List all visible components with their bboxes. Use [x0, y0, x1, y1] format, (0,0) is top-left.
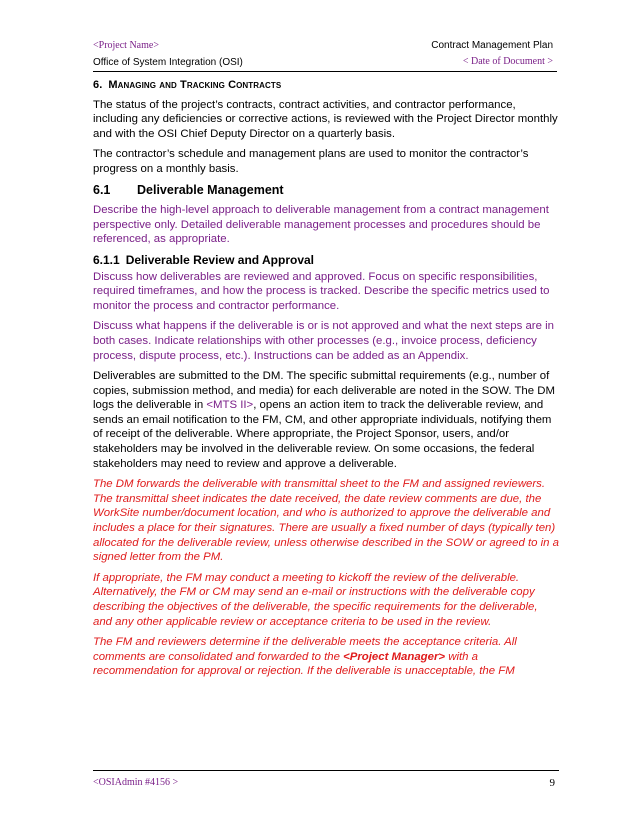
section-6-1-title: Deliverable Management	[137, 182, 284, 197]
body-text-part-1: Deliverables are submitted to the DM. The specific submittal requirements (e.g., number of copies, submission method, and media) for each deliverable are noted in the SOW. The DM logs the deliverable in	[93, 370, 555, 412]
section-6-heading	[93, 78, 559, 93]
section-6-number: 6.	[93, 79, 103, 91]
section-6-1-1-guidance-1: Discuss how deliverables are reviewed and approved. Focus on specific responsibilities, required timeframes, and how the process is tracked. Describe the specific metrics used to monitor the process and contractor performance.	[93, 270, 550, 312]
section-6-paragraph-1: The status of the project’s contracts, contract activities, and contractor performance, including any deficiencies or corrective actions, is reviewed with the Project Director monthly and with the OSI Chief Deputy Director on a quarterly basis.	[93, 98, 558, 140]
body-text-part-2: , opens an action item to track the deliverable review, and sends an email notification to the FM, CM, and other appropriate individuals, notifying them of receipt of the deliverable. Where appropriate, the Project Sponsor, users, and/or stakeholders may be involved in the deliverable review. On some occasions, the federal stakeholders may need to review and approve a deliverable.	[93, 399, 552, 470]
section-6-1-1-heading	[93, 253, 559, 268]
project-manager-placeholder: <Project Manager>	[343, 650, 446, 663]
page-footer	[93, 770, 559, 794]
footer-page-number: 9	[549, 777, 555, 789]
document-body	[93, 78, 559, 685]
page-header	[93, 36, 557, 72]
section-6-1-1-guidance-2: Discuss what happens if the deliverable is or is not approved and what the next steps are in both cases. Indicate relationships with other processes (e.g., invoice process, deficiency process, dispute process, etc.). Instructions can be added as an Appendix.	[93, 320, 554, 362]
section-6-1-guidance: Describe the high-level approach to deliverable management from a contract management perspective only. Detailed deliverable management processes and procedures should be referenced, as appropriate.	[93, 204, 549, 246]
sample-text-paragraph-1: The DM forwards the deliverable with transmittal sheet to the FM and assigned reviewers. The transmittal sheet indicates the date received, the date review comments are due, the WorkSite number/document location, and who is authorized to approve the deliverable and includes a place for their signatures. There are usually a fixed number of days (typically ten) allocated for the deliverable review, unless otherwise described in the SOW or agreed to in a signed letter from the PM.	[93, 478, 560, 564]
section-6-1-1-body	[93, 369, 559, 471]
sample-text-paragraph-2: If appropriate, the FM may conduct a meeting to kickoff the review of the deliverable. Alternatively, the FM or CM may send an e-mail or instructions with the deliverable copy describing the objectives of the deliverable, the specific requirements for the deliverable, and any other applicable review or acceptance criteria to be used in the review.	[93, 571, 538, 628]
sample-text-3-part-2: with a recommendation for approval or rejection. If the deliverable is unacceptable, the FM	[93, 650, 515, 678]
section-6-1-1-number: 6.1.1	[93, 252, 120, 267]
section-6-1-1-title: Deliverable Review and Approval	[125, 252, 314, 267]
footer-document-id: <OSIAdmin #4156 >	[93, 777, 179, 788]
header-document-title: Contract Management Plan	[431, 40, 553, 51]
section-6-1-number: 6.1	[93, 182, 111, 197]
section-6-1-heading	[93, 183, 559, 198]
section-6-title: Managing and Tracking Contracts	[108, 79, 282, 91]
tracking-tool-placeholder: <MTS II>	[206, 399, 254, 412]
sample-text-3-part-1: The FM and reviewers determine if the deliverable meets the acceptance criteria. All comments are consolidated and forwarded to the	[93, 636, 517, 663]
sample-text-paragraph-3	[93, 635, 559, 679]
header-document-date: < Date of Document >	[462, 56, 553, 67]
header-office-name: Office of System Integration (OSI)	[93, 57, 243, 68]
header-project-name: <Project Name>	[93, 40, 159, 51]
section-6-paragraph-2: The contractor’s schedule and management plans are used to monitor the contractor’s progress on a monthly basis.	[93, 148, 529, 175]
